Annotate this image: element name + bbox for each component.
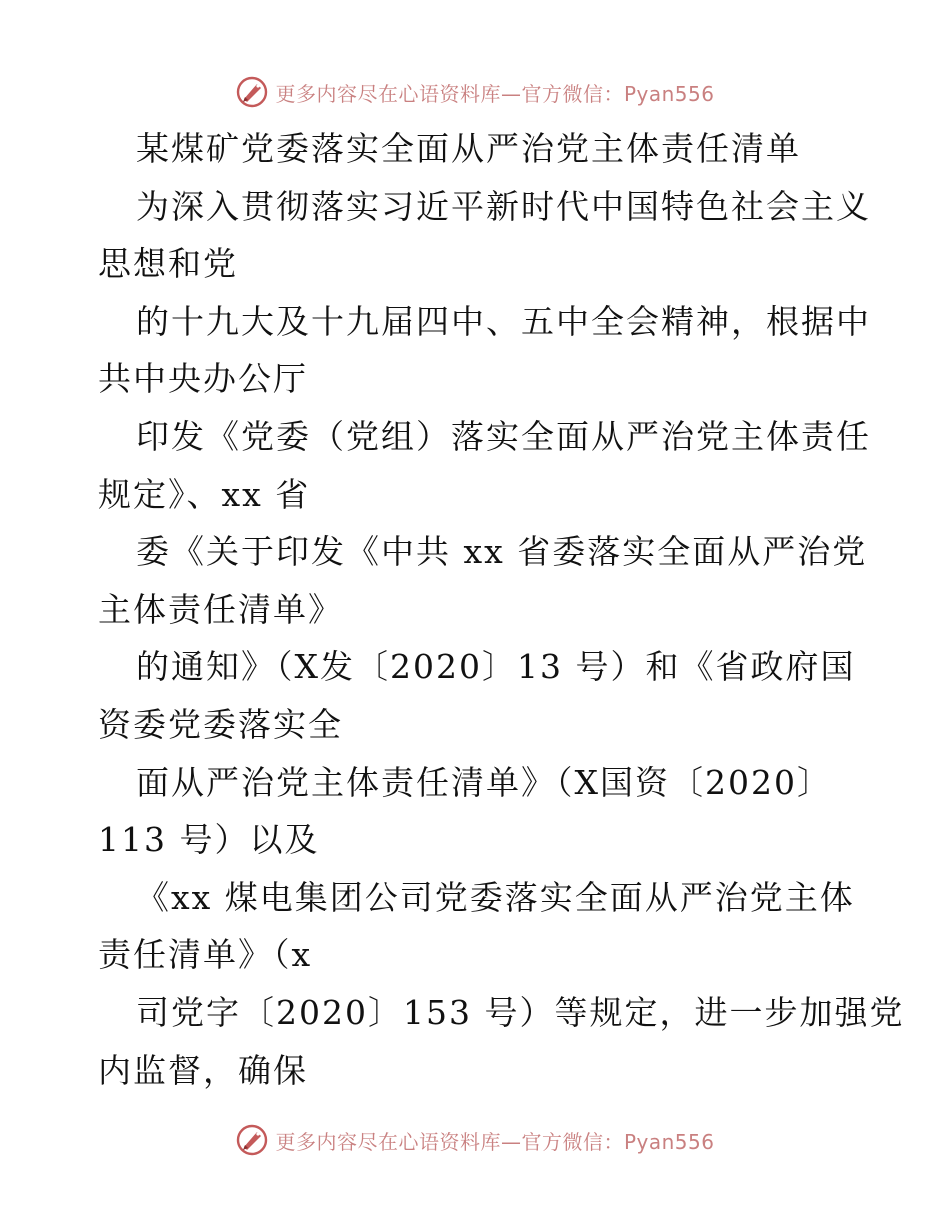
paragraph-line: 规定》、xx 省 xyxy=(98,474,311,514)
paragraph-line: 责任清单》（x xyxy=(98,935,313,975)
paragraph-line: 的十九大及十九届四中、五中全会精神，根据中 xyxy=(136,301,871,341)
paragraph-line: 资委党委落实全 xyxy=(98,704,343,744)
document-title: 某煤矿党委落实全面从严治党主体责任清单 xyxy=(136,129,801,168)
document-body xyxy=(98,120,905,1099)
paragraph-line: 主体责任清单》 xyxy=(98,589,343,629)
pen-nib-logo-icon xyxy=(235,1123,269,1157)
paragraph-line: 共中央办公厅 xyxy=(98,359,308,399)
paragraph-line: 113 号）以及 xyxy=(98,820,320,860)
paragraph-line: 《xx 煤电集团公司党委落实全面从严治党主体 xyxy=(136,877,855,917)
watermark-text: 更多内容尽在心语资料库—官方微信：Pyan556 xyxy=(275,1129,715,1154)
paragraph-line: 的通知》（X发〔2020〕13 号）和《省政府国 xyxy=(136,647,856,687)
paragraph-line: 为深入贯彻落实习近平新时代中国特色社会主义 xyxy=(136,186,871,226)
paragraph-line: 内监督，确保 xyxy=(98,1050,308,1090)
header-watermark xyxy=(0,72,950,112)
paragraph-line: 印发《党委（党组）落实全面从严治党主体责任 xyxy=(136,416,871,456)
watermark-text: 更多内容尽在心语资料库—官方微信：Pyan556 xyxy=(275,81,715,106)
paragraph-line: 委《关于印发《中共 xx 省委落实全面从严治党 xyxy=(136,532,868,572)
paragraph-line: 面从严治党主体责任清单》（X国资〔2020〕 xyxy=(136,762,832,802)
paragraph-line: 思想和党 xyxy=(98,244,238,284)
footer-watermark xyxy=(0,1120,950,1160)
paragraph-line: 司党字〔2020〕153 号）等规定，进一步加强党 xyxy=(136,992,905,1032)
pen-nib-logo-icon xyxy=(235,75,269,109)
